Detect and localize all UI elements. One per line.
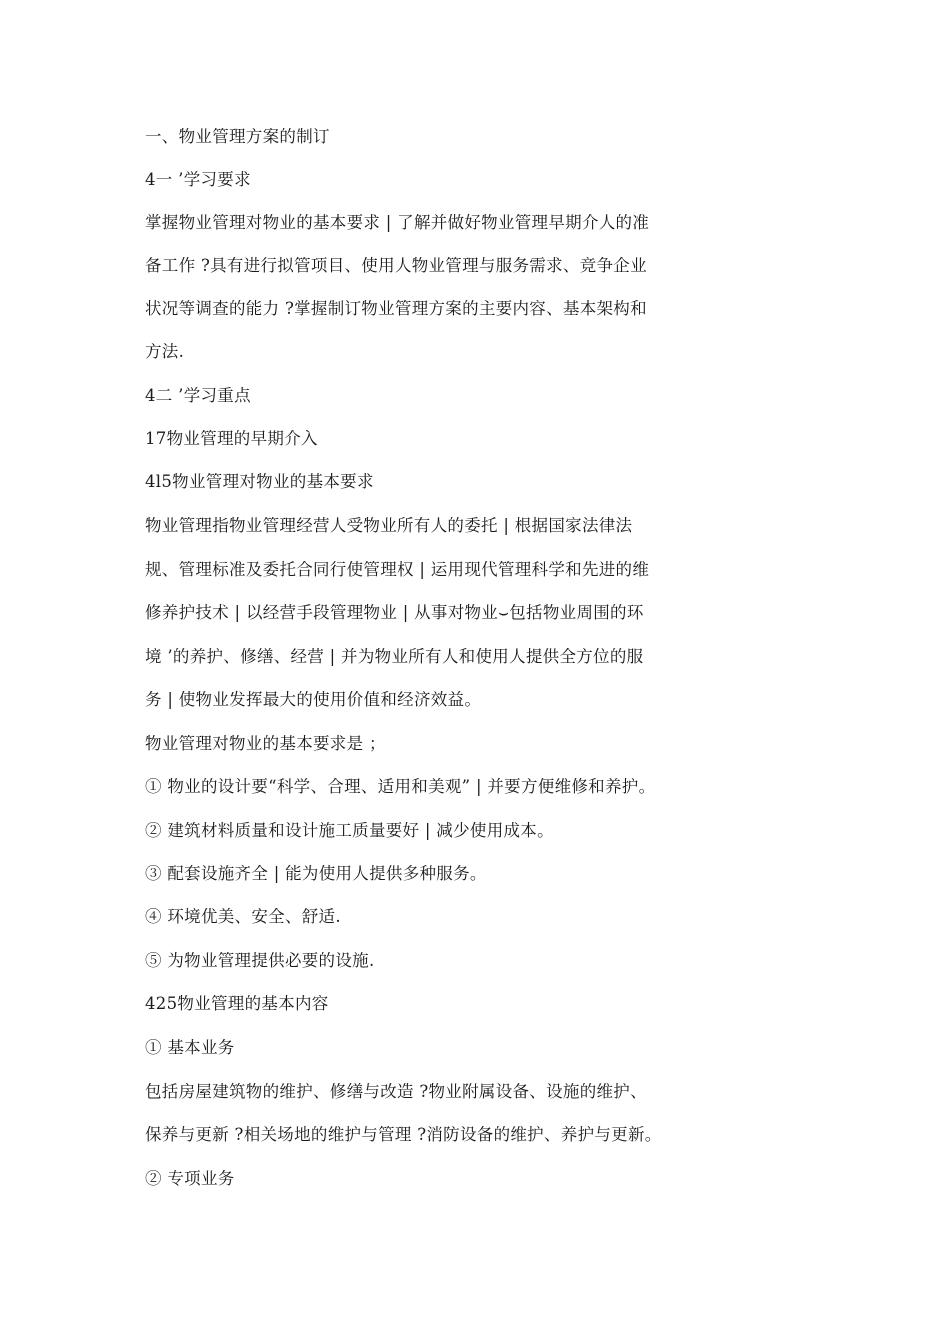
subsection-heading: 4一 ’学习要求 — [145, 170, 251, 189]
list-item: ② 建筑材料质量和设计施工质量要好 | 减少使用成本。 — [145, 821, 554, 840]
list-item: ① 物业的设计要“科学、合理、适用和美观” | 并要方便维修和养护。 — [145, 777, 656, 796]
paragraph-line: 物业管理指物业管理经营人受物业所有人的委托 | 根据国家法律法 — [145, 516, 633, 535]
list-item: ⑤ 为物业管理提供必要的设施. — [145, 951, 375, 970]
paragraph-line: 务 | 使物业发挥最大的使用价值和经济效益。 — [145, 690, 482, 709]
paragraph-line: 境 ’的养护、修缮、经营 | 并为物业所有人和使用人提供全方位的服 — [145, 647, 644, 666]
subsection-heading: 4二 ’学习重点 — [145, 386, 251, 405]
paragraph-line: 物业管理对物业的基本要求是 ； — [145, 734, 386, 753]
subsection-heading: 425物业管理的基本内容 — [145, 994, 329, 1013]
paragraph-line: 修养护技术 | 以经营手段管理物业 | 从事对物业⌣包括物业周围的环 — [145, 603, 644, 622]
paragraph-line: 状况等调查的能力 ?掌握制订物业管理方案的主要内容、基本架构和 — [145, 299, 647, 318]
list-item: ② 专项业务 — [145, 1169, 235, 1188]
subsection-heading: 17物业管理的早期介入 — [145, 429, 318, 448]
list-item: ④ 环境优美、安全、舒适. — [145, 907, 341, 926]
list-item: ① 基本业务 — [145, 1038, 235, 1057]
paragraph-line: 规、管理标准及委托合同行使管理权 | 运用现代管理科学和先进的维 — [145, 560, 650, 579]
subsection-heading: 4l5物业管理对物业的基本要求 — [145, 472, 374, 491]
paragraph-line: 掌握物业管理对物业的基本要求 | 了解并做好物业管理早期介人的准 — [145, 213, 650, 232]
section-heading: 一、物业管理方案的制订 — [145, 127, 330, 146]
paragraph-line: 方法. — [145, 342, 185, 361]
paragraph-line: 备工作 ?具有进行拟管项目、使用人物业管理与服务需求、竞争企业 — [145, 256, 647, 275]
paragraph-line: 包括房屋建筑物的维护、修缮与改造 ?物业附属设备、设施的维护、 — [145, 1082, 647, 1101]
list-item: ③ 配套设施齐全 | 能为使用人提供多种服务。 — [145, 864, 487, 883]
paragraph-line: 保养与更新 ?相关场地的维护与管理 ?消防设备的维护、养护与更新。 — [145, 1125, 662, 1144]
